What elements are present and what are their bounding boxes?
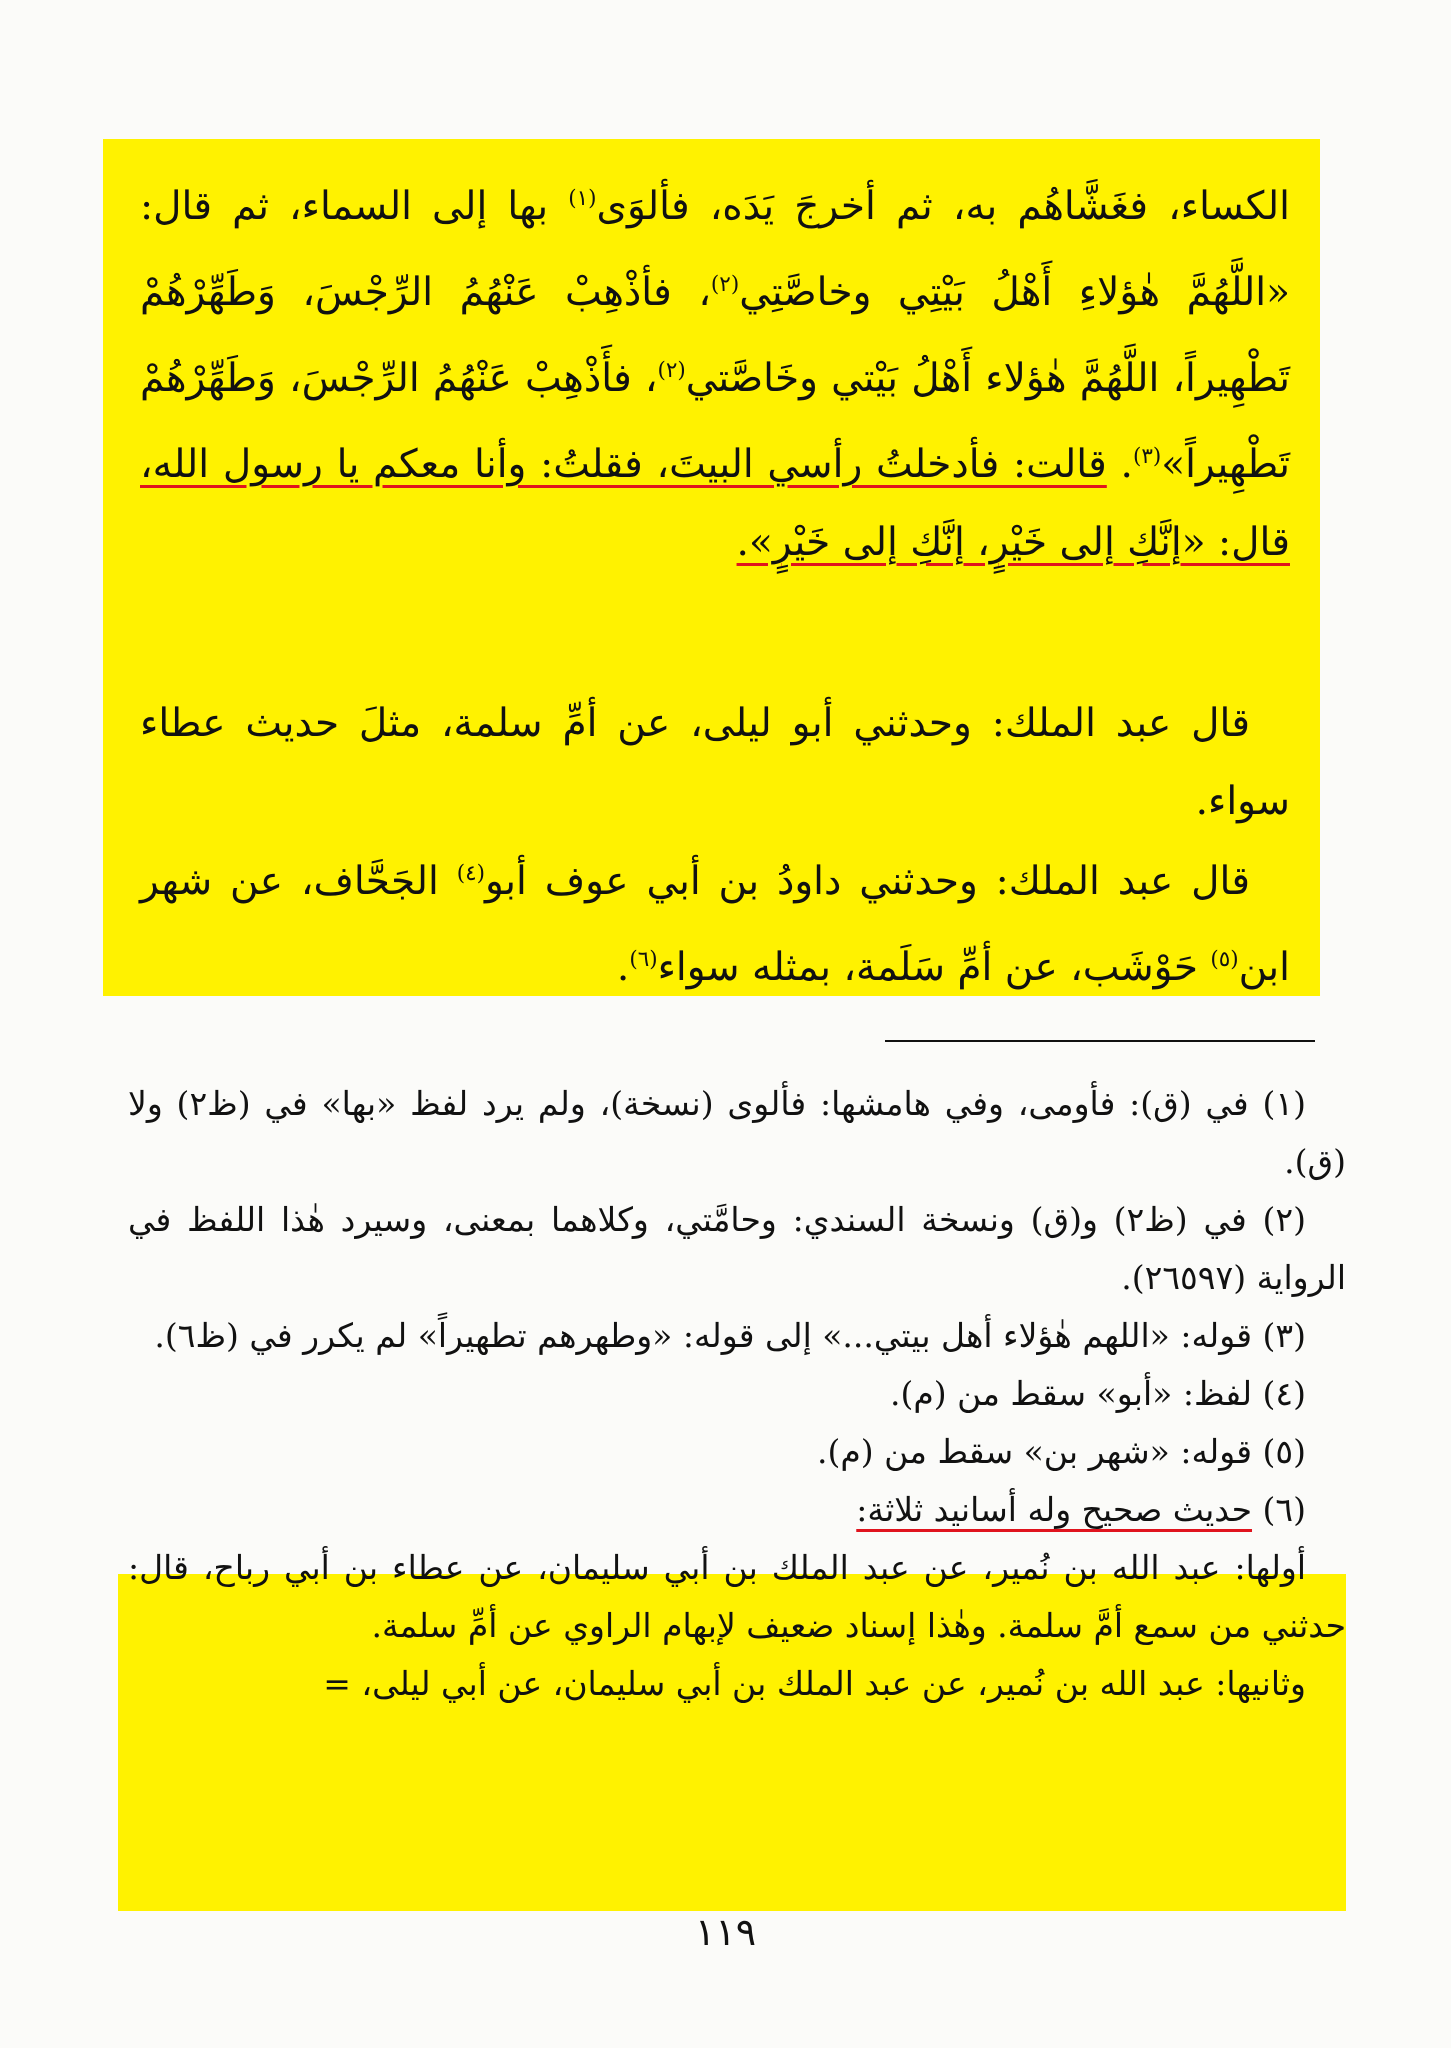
footnote-2: (٢) في (ظ٢) و(ق) ونسخة السندي: وحامَّتي، وكلاهما بمعنى، وسيرد هٰذا اللفظ في الرواية (٢٦٥٩٧). (128, 1200, 1346, 1297)
text-segment: بها إلى السماء، ثم قال: «اللَّهُمَّ هٰؤلاءِ أَهْلُ بَيْتِي وخاصَّتِي (140, 184, 1291, 315)
footnote-1: (١) في (ق): فأومى، وفي هامشها: فألوى (نسخة)، ولم يرد لفظ «بها» في (ظ٢) ولا (ق). (128, 1084, 1346, 1181)
footnote-5: (٥) قوله: «شهر بن» سقط من (م). (817, 1432, 1306, 1471)
footnote-ref-2[interactable]: (٢) (710, 272, 740, 297)
footnote-ref-4[interactable]: (٤) (456, 861, 486, 886)
footnote-3: (٣) قوله: «اللهم هٰؤلاء أهل بيتي...» إلى قوله: «وطهرهم تطهيراً» لم يكرر في (ظ٦). (154, 1316, 1306, 1355)
text-segment: الكساء، فغَشَّاهُم به، ثم أخرجَ يَدَه، فألوَى (596, 184, 1290, 229)
underlined-quote: قالت: فأدخلتُ رأسي البيتَ، فقلتُ: وأنا معكم يا رسول الله، قال: «إنَّكِ إلى خَيْرٍ، إنَّكِ إلى خَيْرٍ». (140, 442, 1290, 565)
footnote-6-heading: حديث صحيح وله أسانيد ثلاثة: (856, 1490, 1253, 1529)
paragraph-text: قال عبد الملك: وحدثني أبو ليلى، عن أمِّ سلمة، مثلَ حديث عطاء سواء. (140, 701, 1290, 824)
text-segment: قال عبد الملك: وحدثني داودُ بن أبي عوف أبو (485, 859, 1250, 904)
footnote-ref-3[interactable]: (٣) (1132, 444, 1162, 469)
page-number: ١١٩ (694, 1910, 757, 1954)
main-paragraph-3 (140, 835, 1290, 1007)
text-segment: الجَحَّاف، عن شهر ابن (140, 859, 1290, 990)
main-paragraph-2 (140, 685, 1290, 841)
footnote-ref-1[interactable]: (١) (568, 186, 597, 211)
text-segment: حَوْشَب، عن أمِّ سَلَمة، بمثله سواء (657, 945, 1211, 990)
text-segment: . (1106, 442, 1133, 487)
footnotes (128, 1075, 1346, 1713)
footnote-6-second-chain: وثانيها: عبد الله بن نُمير، عن عبد الملك بن أبي سليمان، عن أبي ليلى، = (323, 1664, 1306, 1703)
footnote-ref-5[interactable]: (٥) (1210, 947, 1239, 972)
text-segment: . (616, 945, 630, 990)
text-segment: ، فأذْهِبْ عَنْهُمُ الرِّجْسَ، وَطَهِّرْهُمْ تَطْهِيراً، اللَّهُمَّ هٰؤلاء أَهْلُ بَيْتي وخَاصَّتي (140, 270, 1290, 401)
footnote-separator (885, 1040, 1315, 1042)
footnote-6-number: (٦) (1252, 1490, 1306, 1529)
footnote-6-first-chain: أولها: عبد الله بن نُمير، عن عبد الملك بن أبي سليمان، عن عطاء بن أبي رباح، قال: حدثني من سمع أمَّ سلمة. وهٰذا إسناد ضعيف لإبهام الراوي عن أمِّ سلمة. (128, 1548, 1346, 1645)
main-paragraph-1 (140, 160, 1290, 582)
footnote-ref-2b[interactable]: (٢) (657, 358, 686, 383)
footnote-ref-6[interactable]: (٦) (629, 947, 658, 972)
footnote-4: (٤) لفظ: «أبو» سقط من (م). (889, 1374, 1306, 1413)
footnote-6 (128, 1481, 1346, 1539)
text-segment: ، فأَذْهِبْ عَنْهُمُ الرِّجْسَ، وَطَهِّرْهُمْ تَطْهِيراً» (140, 356, 1291, 487)
